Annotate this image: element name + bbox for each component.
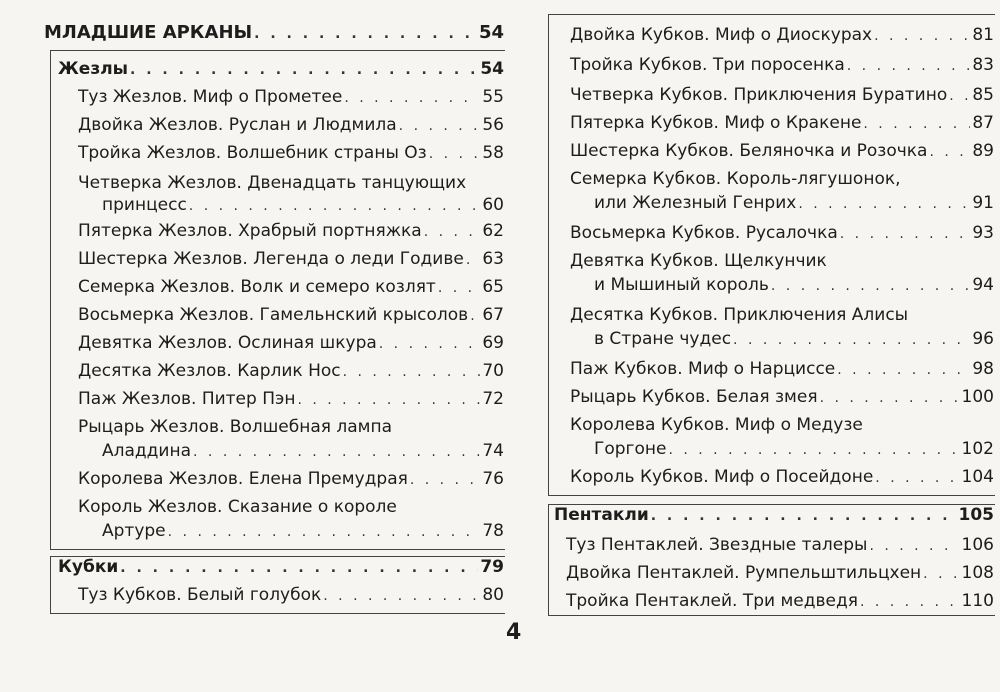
toc-entry-page: 67 (482, 305, 504, 325)
toc-entry-title: Королева Жезлов. Елена Премудрая (78, 469, 408, 489)
toc-entry[interactable] (78, 276, 504, 299)
toc-entry[interactable] (78, 114, 504, 137)
toc-entry-page: 89 (972, 141, 994, 161)
leader-dots (120, 557, 478, 579)
toc-entry[interactable] (594, 274, 994, 297)
leader-dots (874, 25, 970, 47)
toc-entry-title: Тройка Пентаклей. Три медведя (566, 591, 858, 611)
toc-entry-title: Туз Жезлов. Миф о Прометее (78, 87, 343, 107)
toc-entry-page: 60 (482, 195, 504, 215)
toc-entry-page: 91 (972, 193, 994, 213)
toc-entry-title: Четверка Кубков. Приключения Буратино (570, 85, 948, 105)
leader-dots (949, 85, 970, 107)
toc-entry-title: МЛАДШИЕ АРКАНЫ (44, 22, 253, 43)
leader-dots (869, 535, 959, 557)
toc-entry-page: 87 (972, 113, 994, 133)
leader-dots (254, 23, 477, 45)
leader-dots (733, 329, 970, 351)
toc-section-cups[interactable] (58, 556, 504, 579)
leader-dots (189, 195, 481, 217)
leader-dots (863, 113, 970, 135)
toc-entry-page: 79 (480, 557, 504, 577)
toc-entry-title: Восьмерка Кубков. Русалочка (570, 223, 838, 243)
toc-entry-page: 83 (972, 55, 994, 75)
toc-entry[interactable] (78, 332, 504, 355)
toc-entry-page: 76 (482, 469, 504, 489)
leader-dots (323, 585, 480, 607)
toc-entry[interactable] (78, 388, 504, 411)
leader-dots (193, 441, 480, 463)
toc-entry-title: Туз Пентаклей. Звездные талеры (566, 535, 868, 555)
toc-entry[interactable] (570, 358, 994, 381)
leader-dots (168, 521, 481, 543)
toc-entry-title: Аладдина (102, 441, 192, 461)
toc-entry-title: или Железный Генрих (594, 193, 797, 213)
toc-entry[interactable] (570, 386, 994, 409)
toc-entry[interactable] (570, 222, 994, 245)
toc-entry[interactable] (594, 438, 994, 461)
toc-entry-title: Шестерка Жезлов. Легенда о леди Годиве (78, 249, 464, 269)
toc-entry-title-line1[interactable]: Семерка Кубков. Король-лягушонок, (570, 169, 901, 189)
toc-entry[interactable] (570, 466, 994, 489)
toc-entry-page: 85 (972, 85, 994, 105)
toc-entry-page: 72 (482, 389, 504, 409)
toc-entry[interactable] (78, 220, 504, 243)
toc-entry-minor-arcana[interactable] (44, 22, 504, 45)
toc-entry[interactable] (566, 534, 994, 557)
toc-entry[interactable] (78, 248, 504, 271)
leader-dots (651, 505, 957, 527)
leader-dots (837, 359, 970, 381)
toc-entry[interactable] (570, 84, 994, 107)
leader-dots (424, 221, 481, 243)
page-number: 4 (506, 620, 522, 645)
leader-dots (847, 55, 971, 77)
leader-dots (798, 193, 970, 215)
toc-entry-title: Десятка Жезлов. Карлик Нос (78, 361, 341, 381)
toc-entry-page: 70 (482, 361, 504, 381)
toc-entry-title: Король Кубков. Миф о Посейдоне (570, 467, 874, 487)
leader-dots (130, 59, 478, 81)
leader-dots (438, 277, 481, 299)
toc-entry-page: 98 (972, 359, 994, 379)
leader-dots (860, 591, 960, 613)
toc-entry-page: 100 (961, 387, 994, 407)
toc-entry-page: 65 (482, 277, 504, 297)
toc-entry-page: 54 (480, 59, 504, 79)
toc-entry[interactable] (102, 520, 504, 543)
leader-dots (429, 143, 481, 165)
leader-dots (470, 305, 480, 327)
toc-entry[interactable] (102, 194, 504, 217)
toc-entry-page: 106 (961, 535, 994, 555)
leader-dots (771, 275, 970, 297)
toc-entry-page: 80 (482, 585, 504, 605)
toc-entry-page: 58 (482, 143, 504, 163)
toc-entry-title: Артуре (102, 521, 166, 541)
toc-entry-page: 56 (482, 115, 504, 135)
toc-entry-title: Восьмерка Жезлов. Гамельнский крысолов (78, 305, 469, 325)
toc-entry[interactable] (570, 112, 994, 135)
leader-dots (399, 115, 481, 137)
toc-entry-title: Шестерка Кубков. Беляночка и Розочка (570, 141, 928, 161)
toc-entry[interactable] (78, 86, 504, 109)
toc-section-pentacles[interactable] (554, 504, 994, 527)
toc-entry-title: принцесс (102, 195, 187, 215)
leader-dots (840, 223, 971, 245)
toc-entry-title: Семерка Жезлов. Волк и семеро козлят (78, 277, 436, 297)
toc-entry[interactable] (594, 192, 994, 215)
leader-dots (297, 389, 480, 411)
toc-entry-page: 55 (482, 87, 504, 107)
toc-entry-page: 63 (482, 249, 504, 269)
toc-entry-title: Девятка Жезлов. Ослиная шкура (78, 333, 377, 353)
toc-entry-page: 78 (482, 521, 504, 541)
toc-entry[interactable] (78, 360, 504, 383)
toc-entry-title: Двойка Кубков. Миф о Диоскурах (570, 25, 873, 45)
toc-entry-page: 93 (972, 223, 994, 243)
toc-entry-page: 81 (972, 25, 994, 45)
toc-entry[interactable] (102, 440, 504, 463)
toc-entry-title: Пентакли (554, 505, 649, 525)
toc-entry-title: Жезлы (58, 59, 129, 79)
toc-entry-title: Рыцарь Кубков. Белая змея (570, 387, 818, 407)
toc-entry-title-line1[interactable]: Рыцарь Жезлов. Волшебная лампа (78, 417, 393, 437)
leader-dots (343, 361, 481, 383)
toc-entry[interactable] (594, 328, 994, 351)
toc-entry-title: Кубки (58, 557, 119, 577)
toc-entry-page: 54 (478, 22, 504, 43)
toc-entry-title-line1[interactable]: Десятка Кубков. Приключения Алисы (570, 305, 909, 325)
toc-entry-title-line1[interactable]: Четверка Жезлов. Двенадцать танцующих (78, 173, 467, 193)
leader-dots (466, 249, 481, 271)
leader-dots (668, 439, 959, 461)
toc-entry-title: Туз Кубков. Белый голубок (78, 585, 322, 605)
toc-entry-page: 105 (958, 505, 994, 525)
toc-entry[interactable] (566, 562, 994, 585)
leader-dots (379, 333, 481, 355)
toc-entry-title: Тройка Жезлов. Волшебник страны Оз (78, 143, 427, 163)
toc-entry-title: Пятерка Кубков. Миф о Кракене (570, 113, 862, 133)
toc-entry[interactable] (570, 140, 994, 163)
leader-dots (410, 469, 481, 491)
toc-entry-page: 96 (972, 329, 994, 349)
toc-entry-page: 110 (961, 591, 994, 611)
toc-entry-title-line1[interactable]: Девятка Кубков. Щелкунчик (570, 251, 827, 271)
toc-entry[interactable] (78, 468, 504, 491)
leader-dots (820, 387, 960, 409)
toc-entry-page: 108 (961, 563, 994, 583)
leader-dots (923, 563, 959, 585)
toc-entry-page: 104 (961, 467, 994, 487)
toc-entry-page: 102 (961, 439, 994, 459)
leader-dots (929, 141, 970, 163)
leader-dots (344, 87, 480, 109)
toc-entry[interactable] (570, 24, 994, 47)
leader-dots (875, 467, 959, 489)
toc-entry-page: 62 (482, 221, 504, 241)
toc-entry[interactable] (570, 54, 994, 77)
toc-entry-title: в Стране чудес (594, 329, 732, 349)
toc-entry-title: Паж Жезлов. Питер Пэн (78, 389, 296, 409)
toc-entry-title: Тройка Кубков. Три поросенка (570, 55, 845, 75)
toc-entry[interactable] (78, 142, 504, 165)
toc-entry-title: Паж Кубков. Миф о Нарциссе (570, 359, 836, 379)
toc-entry-title: и Мышиный король (594, 275, 769, 295)
toc-section-wands[interactable] (58, 58, 504, 81)
toc-entry-title: Пятерка Жезлов. Храбрый портняжка (78, 221, 422, 241)
toc-entry[interactable] (566, 590, 994, 613)
toc-entry[interactable] (78, 584, 504, 607)
toc-entry-title: Горгоне (594, 439, 667, 459)
toc-entry-page: 94 (972, 275, 994, 295)
toc-entry-title-line1[interactable]: Королева Кубков. Миф о Медузе (570, 415, 863, 435)
toc-entry-title: Двойка Пентаклей. Румпельштильцхен (566, 563, 922, 583)
toc-entry-title-line1[interactable]: Король Жезлов. Сказание о короле (78, 497, 397, 517)
toc-entry-page: 74 (482, 441, 504, 461)
toc-entry-page: 69 (482, 333, 504, 353)
toc-entry[interactable] (78, 304, 504, 327)
toc-entry-title: Двойка Жезлов. Руслан и Людмила (78, 115, 397, 135)
